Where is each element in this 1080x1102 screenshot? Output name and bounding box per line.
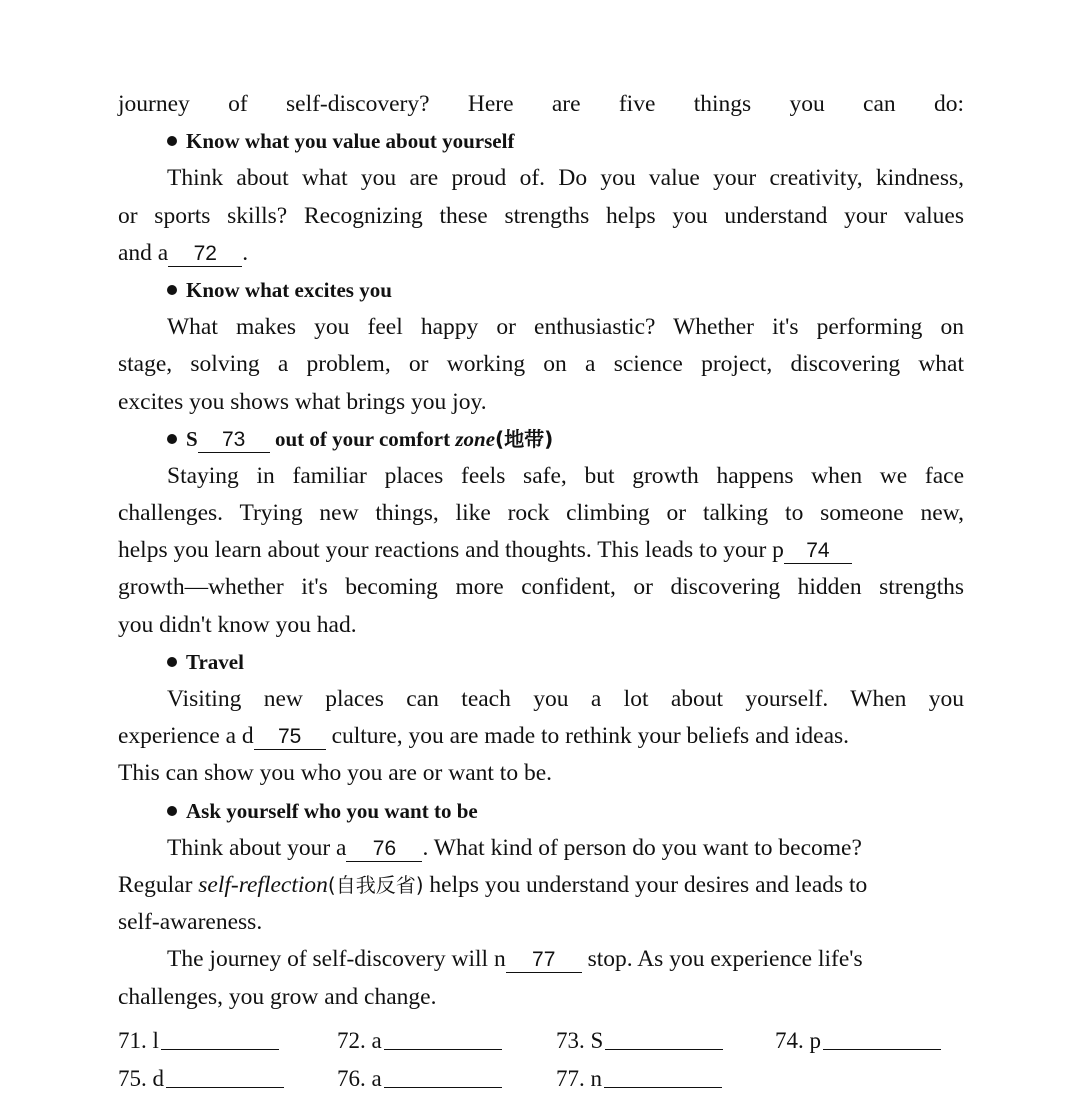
text-fragment: helps you understand your desires and leads to bbox=[429, 871, 868, 898]
bullet-icon bbox=[167, 136, 177, 146]
passage bbox=[118, 86, 964, 1016]
paragraph-line bbox=[118, 830, 964, 867]
answer-line[interactable] bbox=[384, 1067, 502, 1088]
paragraph-line: Visiting new places can teach you a lot about yourself. When you bbox=[167, 686, 964, 712]
paragraph-line: growth—whether it's becoming more confident, or discovering hidden strengths bbox=[118, 574, 964, 601]
text-fragment: experience a d bbox=[118, 723, 254, 750]
heading-text: Know what you value about yourself bbox=[186, 129, 515, 154]
text-fragment: and a bbox=[118, 239, 169, 266]
text-fragment: helps you learn about your reactions and thoughts. This leads to your p bbox=[118, 537, 784, 564]
heading-text: out of your comfort bbox=[274, 426, 451, 451]
text-fragment: stop. As you experience life's bbox=[587, 946, 863, 973]
answer-line[interactable] bbox=[604, 1067, 722, 1088]
paragraph-line: or sports skills? Recognizing these strengths helps you understand your values bbox=[118, 202, 964, 229]
bullet-icon bbox=[167, 806, 177, 816]
paragraph-line: Think about what you are proud of. Do you value your creativity, kindness, bbox=[167, 165, 964, 192]
heading-ask-yourself bbox=[118, 793, 964, 830]
heading-text: Travel bbox=[186, 649, 244, 674]
answer-line[interactable] bbox=[605, 1029, 723, 1050]
text-fragment: self-reflection bbox=[198, 871, 328, 898]
heading-travel bbox=[118, 644, 964, 681]
paragraph-line bbox=[118, 867, 964, 904]
paragraph-line: Staying in familiar places feels safe, but growth happens when we face bbox=[167, 462, 964, 489]
intro-line: journey of self-discovery? Here are five things you can do: bbox=[118, 91, 964, 117]
answer-71[interactable] bbox=[118, 1022, 337, 1060]
answer-label: 71. l bbox=[118, 1028, 159, 1053]
paragraph-line: you didn't know you had. bbox=[118, 611, 357, 638]
bullet-icon bbox=[167, 657, 177, 667]
paragraph-line: challenges, you grow and change. bbox=[118, 983, 437, 1010]
heading-text: S bbox=[186, 426, 198, 451]
answer-label: 75. d bbox=[118, 1066, 164, 1091]
answer-75[interactable] bbox=[118, 1060, 337, 1098]
blank-77[interactable]: 77 bbox=[506, 948, 582, 973]
bullet-icon bbox=[167, 434, 177, 444]
blank-72[interactable]: 72 bbox=[168, 242, 242, 267]
blank-73[interactable]: 73 bbox=[198, 428, 270, 453]
heading-excites bbox=[118, 272, 964, 309]
chinese-gloss: (地带) bbox=[495, 426, 554, 451]
paragraph-line: This can show you who you are or want to be. bbox=[118, 760, 553, 787]
answer-77[interactable] bbox=[556, 1060, 775, 1098]
answer-line[interactable] bbox=[161, 1029, 279, 1050]
paragraph-line: stage, solving a problem, or working on a science project, discovering what bbox=[118, 351, 964, 378]
paragraph-line bbox=[118, 941, 964, 978]
answer-section bbox=[118, 1022, 978, 1098]
bullet-icon bbox=[167, 285, 177, 295]
text-fragment: Regular bbox=[118, 871, 193, 898]
text-fragment: Think about your a bbox=[167, 834, 347, 861]
paragraph-line: self-awareness. bbox=[118, 909, 263, 936]
text-fragment: . What kind of person do you want to become? bbox=[422, 834, 862, 861]
paragraph-line bbox=[118, 532, 964, 569]
heading-comfort-zone bbox=[118, 421, 964, 458]
answer-72[interactable] bbox=[337, 1022, 556, 1060]
blank-76[interactable]: 76 bbox=[346, 837, 422, 862]
answer-label: 73. S bbox=[556, 1028, 604, 1053]
text-fragment: . bbox=[242, 239, 249, 266]
answer-label: 72. a bbox=[337, 1028, 382, 1053]
paragraph-line: challenges. Trying new things, like rock climbing or talking to someone new, bbox=[118, 500, 964, 527]
paragraph-line: excites you shows what brings you joy. bbox=[118, 388, 487, 415]
answer-76[interactable] bbox=[337, 1060, 556, 1098]
answer-line[interactable] bbox=[384, 1029, 502, 1050]
answer-line[interactable] bbox=[823, 1029, 941, 1050]
blank-75[interactable]: 75 bbox=[254, 725, 326, 750]
heading-text: Ask yourself who you want to be bbox=[186, 798, 478, 823]
text-fragment: The journey of self-discovery will n bbox=[167, 946, 506, 973]
text-fragment: culture, you are made to rethink your beliefs and ideas. bbox=[331, 723, 850, 750]
answer-row bbox=[118, 1022, 978, 1060]
answer-line[interactable] bbox=[166, 1067, 284, 1088]
answer-label: 76. a bbox=[337, 1066, 382, 1091]
blank-74[interactable]: 74 bbox=[784, 539, 852, 564]
answer-label: 77. n bbox=[556, 1066, 602, 1091]
answer-row bbox=[118, 1060, 978, 1098]
answer-label: 74. p bbox=[775, 1028, 821, 1053]
answer-74[interactable] bbox=[775, 1022, 994, 1060]
chinese-gloss: (自我反省) bbox=[327, 872, 424, 897]
paragraph-line bbox=[118, 718, 964, 755]
heading-value bbox=[118, 123, 964, 160]
heading-text: zone bbox=[455, 426, 496, 451]
heading-text: Know what excites you bbox=[186, 277, 392, 302]
paragraph-line: What makes you feel happy or enthusiastic? Whether it's performing on bbox=[167, 314, 964, 341]
answer-73[interactable] bbox=[556, 1022, 775, 1060]
paragraph-line bbox=[118, 235, 964, 272]
